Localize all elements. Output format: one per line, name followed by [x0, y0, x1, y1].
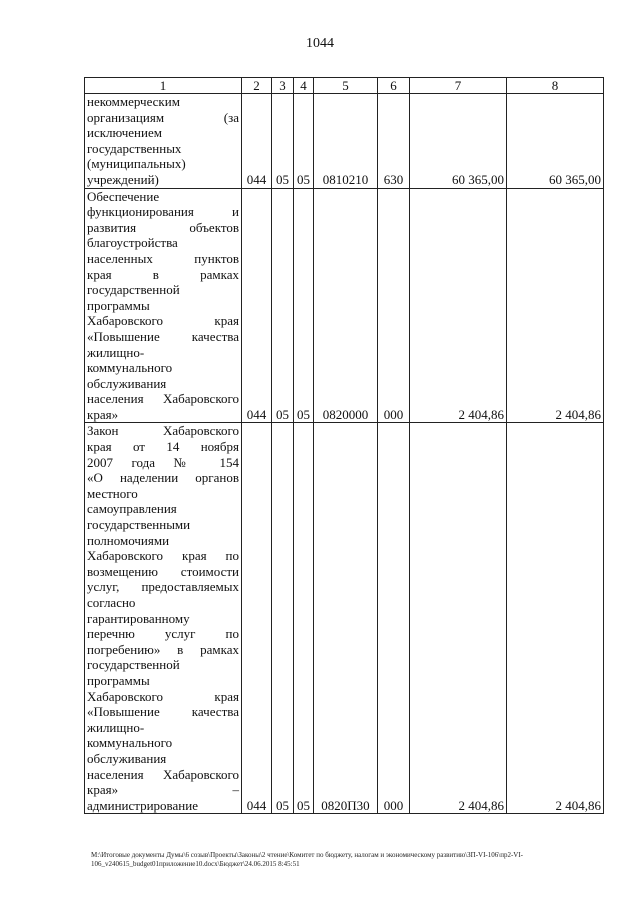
row-name-line: функционирования и [87, 204, 239, 220]
amount-total-cell: 60 365,00 [507, 94, 604, 189]
row-name-line: полномочиями [87, 532, 170, 548]
table-row [85, 94, 604, 189]
section-code-cell: 05 [272, 94, 294, 189]
row-name-line: 2007 года № 154 [87, 454, 239, 470]
table-header-row [85, 78, 604, 94]
subsection-code-cell: 05 [294, 94, 314, 189]
row-name-line: местного [87, 485, 138, 501]
header-cell: 7 [410, 78, 507, 94]
row-name-line: государственных [87, 140, 182, 156]
row-name-line: обслуживания [87, 750, 167, 766]
row-name-line: самоуправления [87, 501, 177, 517]
row-name-line: жилищно- [87, 719, 145, 735]
row-name-line: гарантированному [87, 610, 190, 626]
row-name-cell [85, 188, 242, 423]
expense-type-cell: 000 [378, 188, 410, 423]
row-name-line: услуг, предоставляемых [87, 579, 239, 595]
row-name-line: программы [87, 672, 150, 688]
row-name-line: государственной [87, 657, 180, 673]
row-name-line: населения Хабаровского [87, 766, 239, 782]
row-name-line: «Повышение качества [87, 704, 239, 720]
row-name-line: Хабаровского края по [87, 548, 239, 564]
row-name-line: возмещению стоимости [87, 563, 239, 579]
header-cell: 4 [294, 78, 314, 94]
row-name-line: коммунального [87, 360, 173, 376]
target-article-cell: 0820П30 [314, 423, 378, 814]
header-cell: 8 [507, 78, 604, 94]
row-name-line: организациям (за [87, 109, 239, 125]
row-name-line: края» – [87, 782, 239, 798]
row-name-line: перечню услуг по [87, 626, 239, 642]
row-name-line: погребению» в рамках [87, 641, 239, 657]
row-name-line: «О наделении органов [87, 470, 239, 486]
subsection-code-cell: 05 [294, 188, 314, 423]
ministry-code-cell: 044 [242, 94, 272, 189]
row-name-line: Хабаровского края [87, 688, 239, 704]
budget-table [84, 77, 604, 814]
row-name-line: населения Хабаровского [87, 391, 239, 407]
amount-total-cell: 2 404,86 [507, 423, 604, 814]
row-name-line: обслуживания [87, 375, 167, 391]
ministry-code-cell: 044 [242, 423, 272, 814]
amount-cell: 60 365,00 [410, 94, 507, 189]
row-name-line: согласно [87, 595, 136, 610]
row-name-line: некоммерческим [87, 94, 180, 109]
section-code-cell: 05 [272, 188, 294, 423]
row-name-line: коммунального [87, 735, 173, 751]
row-name-cell [85, 423, 242, 814]
header-cell: 2 [242, 78, 272, 94]
expense-type-cell: 630 [378, 94, 410, 189]
row-name-line: населенных пунктов [87, 250, 239, 266]
row-name-line: края от 14 ноября [87, 439, 239, 455]
row-name-line: края в рамках [87, 266, 239, 282]
row-name-line: государственными [87, 517, 191, 533]
header-cell: 6 [378, 78, 410, 94]
row-name-line: учреждений) [87, 171, 159, 187]
header-cell: 1 [85, 78, 242, 94]
page-number: 1044 [306, 36, 334, 51]
subsection-code-cell: 05 [294, 423, 314, 814]
expense-type-cell: 000 [378, 423, 410, 814]
row-name-line: администрирование [87, 797, 198, 813]
section-code-cell: 05 [272, 423, 294, 814]
row-name-line: Обеспечение [87, 188, 160, 204]
table-row [85, 188, 604, 423]
amount-total-cell: 2 404,86 [507, 188, 604, 423]
file-path-footer: М:\Итоговые документы Думы\6 созыв\Проекты\Законы\2 чтение\Комитет по бюджету, налогам и экономическому развитию\ЗП-VI-106\пр2-VI-106_v240615_budget01приложение10.docx\Бюджет\24.06.2015 8:45:51 [91, 851, 523, 868]
ministry-code-cell: 044 [242, 188, 272, 423]
row-name-line: «Повышение качества [87, 328, 239, 344]
target-article-cell: 0820000 [314, 188, 378, 423]
target-article-cell: 0810210 [314, 94, 378, 189]
row-name-line: исключением [87, 125, 162, 141]
row-name-line: Закон Хабаровского [87, 423, 239, 439]
table-row [85, 423, 604, 814]
row-name-line: Хабаровского края [87, 313, 239, 329]
row-name-line: (муниципальных) [87, 156, 186, 172]
row-name-line: жилищно- [87, 344, 145, 360]
amount-cell: 2 404,86 [410, 188, 507, 423]
row-name-line: государственной [87, 282, 180, 298]
amount-cell: 2 404,86 [410, 423, 507, 814]
row-name-line: программы [87, 297, 150, 313]
header-cell: 5 [314, 78, 378, 94]
header-cell: 3 [272, 78, 294, 94]
row-name-line: развития объектов [87, 219, 239, 235]
row-name-cell [85, 94, 242, 189]
row-name-line: края» [87, 406, 119, 422]
row-name-line: благоустройства [87, 235, 178, 251]
